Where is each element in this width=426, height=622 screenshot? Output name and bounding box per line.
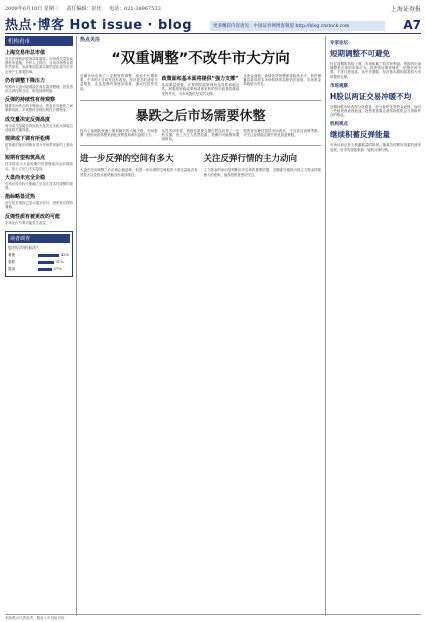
poll-bar: [38, 261, 54, 264]
poll-option[interactable]: [8, 253, 70, 258]
lead-headline: “双重调整”不改牛市大方向: [111, 51, 290, 67]
blog-banner[interactable]: 更多精彩内容请见：中国证券网博客频道 http://blog.cnstock.com: [210, 21, 385, 31]
poll-option[interactable]: [8, 267, 70, 272]
second-col-3: 投资者应理性看待市场波动，不宜盲目追涨杀跌，可关注业绩稳定增长的优质蓝筹股。: [243, 128, 322, 138]
divider: [80, 145, 321, 146]
second-article: [80, 129, 321, 142]
left-item-title: 上海交易所总市值: [5, 50, 46, 56]
poll-option[interactable]: [8, 260, 70, 265]
topline: [5, 5, 421, 13]
second-col-2: 从技术面来看，指数在重要支撑位附近获得了一定的支撑，但上方压力依然较重，短期内可能维持震荡格局。: [161, 128, 240, 142]
left-section-header: 机构看市: [5, 36, 73, 46]
poll-percent: 27%: [53, 267, 62, 272]
poll-option-label: 看跌: [8, 259, 16, 264]
page-number: A7: [403, 18, 421, 32]
phone-text: 电话：021-38967533: [109, 6, 161, 12]
bottom-article-2: [204, 150, 322, 176]
second-col-1: 经历了前期的快速上涨和随后的大幅下跌，市场需要一段时间的休整来消化获利盘和套牢盘的压力。: [80, 128, 158, 138]
editor-text: 责任编辑：彭珏: [66, 6, 102, 12]
left-item-body: 短期内大盘可能继续在高位震荡整理，投资者应注意控制仓位，防范回调风险。: [5, 84, 73, 94]
bottom-article-1: [80, 150, 198, 176]
right-tag-2: 市场观察: [330, 83, 348, 89]
poll-percent: 42%: [61, 253, 69, 258]
left-item-title: 成交量决定反弹高度: [5, 116, 51, 123]
lead-article: [80, 74, 321, 96]
poll-percent: 31%: [55, 260, 64, 265]
lead-subhead: 政策面和基本面将提供“强力支撑”: [161, 76, 239, 82]
poll-bar: [38, 254, 59, 257]
left-column: [5, 36, 77, 616]
footer-note: 本版观点仅供参考，据此入市风险自担: [5, 614, 421, 621]
publication-name: 上海证券报: [390, 6, 421, 13]
left-item-body: 随着市场热点的不断轮动，资金在各板块之间频繁切换，市场整体呈现结构性行情特征。: [5, 104, 73, 113]
date-text: 2009年6月10日 星期三: [5, 6, 59, 12]
right-body-3: 市场目前正处于积蓄能量的阶段，随着各项利好因素的逐步显现，后市有望迎来新一轮的反弹行情。: [330, 143, 421, 152]
poll-header: 读者调查: [8, 234, 70, 243]
lead-col-1: 近期市场出现了一定程度的调整，但从中长期来看，牛市的大方向并没有改变。经济复苏的迹象日益明显，企业盈利有望逐步改善，流动性依然充裕。: [80, 74, 158, 91]
section-title: 热点·博客 Hot issue · blog: [5, 18, 193, 33]
bottom-headline-1: 进一步反弹的空间有多大: [80, 154, 174, 165]
right-headline-3: 继续积蓄反弹能量: [330, 130, 390, 140]
left-item-title: 短期有望构筑高点: [5, 155, 46, 162]
left-item-title: 大盘尚未完全企稳: [5, 174, 46, 181]
lead-col-2: 政策面和基本面将提供“强力支撑” 从政策层面看，宏观调控政策保持连续性和稳定性，积极的财政政策和适度宽松的货币政策将继续发挥作用，为市场提供坚实的支撑。: [161, 76, 240, 96]
poll-option-label: 震荡: [8, 266, 16, 271]
poll-question: 您对后市的看法？: [8, 244, 40, 250]
left-item-title: 指标略显过热: [5, 194, 36, 201]
lead-section-tag: 热点关注: [80, 37, 101, 43]
bottom-body-1: 大盘在经历调整之后出现企稳迹象，但进一步反弹的空间取决于成交量能否有效放大以及热点板块能否形成持续性。: [80, 168, 198, 177]
lead-col-3: 从资金面看，新增信贷规模保持较高水平，居民储蓄存款向资本市场转移的趋势仍在延续，市场资金供给较为充足。: [243, 74, 322, 87]
right-body-2: 近期H股市场表现分化明显，部分板块受到资金追捧，而另一些板块则表现低迷，投资者需要注意结构性机会与风险并存的格局。: [330, 104, 421, 118]
divider: [80, 100, 321, 101]
left-item-title: 仍有调整下降压力: [5, 77, 46, 84]
second-headline: 暴跌之后市场需要休整: [135, 108, 266, 124]
reader-poll: [5, 231, 73, 277]
left-item-body: 市场在经历较大涨幅之后存在技术性调整的需要。: [5, 181, 73, 191]
right-headline-2: H股以两证交易冲暖不均: [330, 91, 412, 101]
left-item-body: 部分技术指标已显示超买信号，投资者宜保持谨慎。: [5, 201, 73, 210]
left-item-body: 两市成交量能否持续放大是决定本轮反弹能否延续的关键因素。: [5, 123, 73, 132]
right-column: [325, 36, 421, 616]
bottom-articles: [80, 150, 321, 176]
left-item-body: 技术面显示大盘短期内有望继续冲击前期高点，但上方压力不容忽视。: [5, 162, 73, 171]
left-item-title: 规律或下调有所松绑: [5, 136, 51, 143]
bottom-headline-2: 关注反弹行情的主力动向: [203, 154, 298, 165]
right-tag-3: 机构视点: [330, 122, 348, 128]
left-item-title: 反弹的持续性有待观察: [5, 97, 56, 104]
main-column: [80, 36, 321, 616]
poll-option-label: 看涨: [8, 252, 16, 257]
poll-bar: [38, 268, 52, 271]
left-item-title: 反弹性质有被更改的可能: [5, 213, 61, 220]
left-item-body: 政策面的逐步明朗有望为市场带来新的上涨动力。: [5, 143, 73, 152]
right-tag-1: 专家论坛: [330, 41, 348, 46]
bottom-body-2: 主力资金的动向是判断后市走势的重要依据，近期部分板块出现主力资金持续流入的迹象，值得投资者密切关注。: [203, 168, 321, 177]
right-body-1: 经过前期的持续上涨，市场积累了较多获利盘，短期内出现调整是正常的市场行为。投资者应保持理性，把握市场节奏，不宜过度追高。从中长期看，经济基本面的改善将为市场提供支撑。: [330, 62, 421, 79]
left-item-body: 近日沪深两市股指持续震荡，市场成交量较前期有所萎缩。分析人士指出，目前市场资金面依然宽松，但政策面及基本面的变化将对后市走势产生重要影响。: [5, 57, 73, 74]
left-item-body: 市场运行节奏可能发生改变。: [5, 220, 50, 225]
right-headline-1: 短期调整不可避免: [330, 49, 390, 58]
